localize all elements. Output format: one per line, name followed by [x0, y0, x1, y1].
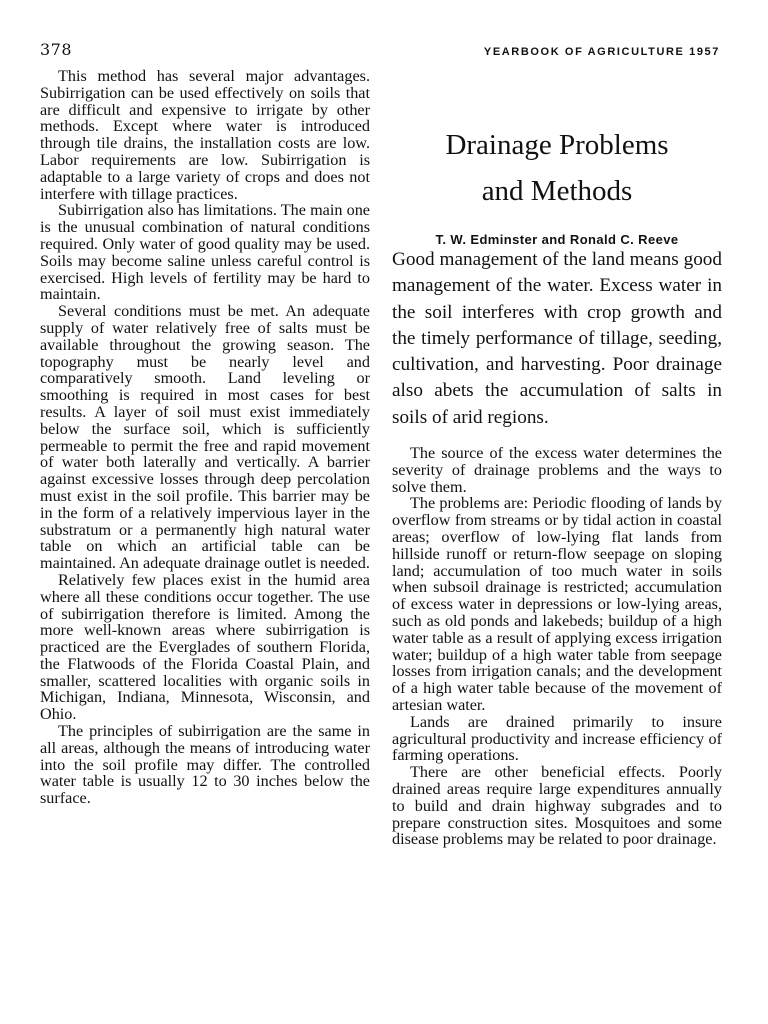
- paragraph: There are other beneficial effects. Poorly drained areas require large expenditures annually to build and drain highway subgrades and to prepare construction sites. Mosquitoes and some disease problems may be related to poor drainage.: [392, 763, 722, 849]
- article-authors: T. W. Edminster and Ronald C. Reeve: [435, 232, 679, 247]
- article-title-line-2: and Methods: [481, 175, 633, 207]
- paragraph: The problems are: Periodic flooding of lands by overflow from streams or by tidal action in coastal areas; overflow of low-lying flat lands from hillside runoff or return-flow seepage on sloping land; accumulation of too much water in soils when subsoil drainage is restricted; accumulation of excess water in depressions or low-lying areas, such as old ponds and lakebeds; buildup of a high water table as a result of applying excess irrigation water; buildup of a high water table from seepage losses from irrigation canals; and the development of a high water table because of the movement of artesian water.: [392, 494, 722, 715]
- article-body: [392, 445, 722, 848]
- paragraph: The source of the excess water determines the severity of drainage problems and the ways to solve them.: [392, 444, 722, 496]
- article-title-line-1: Drainage Problems: [445, 129, 669, 161]
- left-column: [40, 68, 370, 807]
- running-title: YEARBOOK OF AGRICULTURE 1957: [483, 46, 720, 58]
- paragraph: Several conditions must be met. An adequate supply of water relatively free of salts must be available throughout the growing season. The topography must be nearly level and comparatively smooth. Land leveling or smoothing is required in most cases for best results. A layer of soil must exist immediately below the surface soil, which is sufficiently permeable to permit the free and rapid movement of water both laterally and vertically. A barrier against excessive losses through deep percolation must exist in the soil profile. This barrier may be in the form of a relatively impervious layer in the substratum or a permanently high natural water table on which an artificial table can be maintained. An adequate drainage outlet is needed.: [40, 302, 370, 573]
- paragraph: This method has several major advantages. Subirrigation can be used effectively on soils that are difficult and expensive to irrigate by other methods. Except where water is introduced through tile drains, the installation costs are low. Labor requirements are low. Subirrigation is adaptable to a large variety of crops and does not interfere with tillage practices.: [40, 67, 370, 203]
- page-number: 378: [40, 40, 73, 59]
- right-column: [392, 114, 722, 848]
- paragraph: The principles of subirrigation are the same in all areas, although the means of introducing water into the soil profile may differ. The controlled water table is usually 12 to 30 inches below the surface.: [40, 722, 370, 808]
- article-title: [392, 122, 722, 214]
- paragraph: Subirrigation also has limitations. The main one is the unusual combination of natural conditions required. Only water of good quality may be used. Soils may become saline unless careful control is exercised. High levels of fertility may be hard to maintain.: [40, 201, 370, 304]
- paragraph: Lands are drained primarily to insure agricultural productivity and increase efficiency of farming operations.: [392, 712, 722, 765]
- article-lead: Good management of the land means good management of the water. Excess water in the soil interferes with crop growth and the timely performance of tillage, seeding, cultivation, and harvesting. Poor drainage also abets the accumulation of salts in soils of arid regions.: [392, 249, 722, 428]
- paragraph: Relatively few places exist in the humid area where all these conditions occur together. The use of subirrigation therefore is limited. Among the more well-known areas where subirrigation is practiced are the Everglades of southern Florida, the Flatwoods of the Florida Coastal Plain, and smaller, scattered localities with organic soils in Michigan, Indiana, Minnesota, Wisconsin, and Ohio.: [40, 570, 370, 724]
